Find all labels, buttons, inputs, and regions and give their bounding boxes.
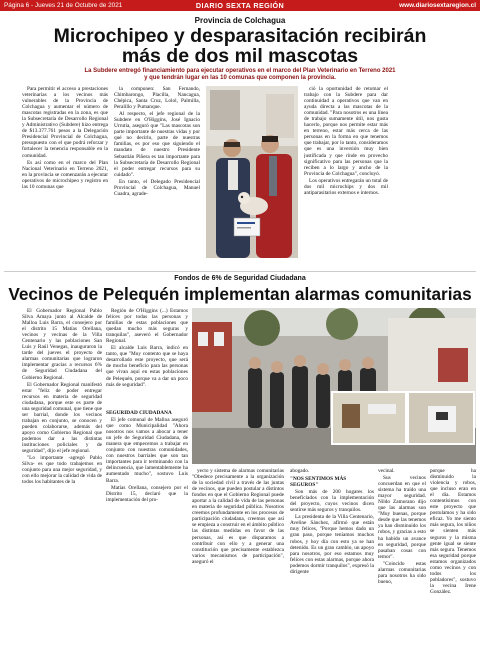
page-date-label: Página 6 - Jueves 21 de Octubre de 2021 <box>4 2 123 9</box>
article2-paragraph: yecto y sistema de alarmas comunitarias "Obedece precisamente a la organización de la sociedad civil a través de las juntas de vecinos, que pueden postular a distintos fondos en que el Gobierno Regional puede aportar a la calidad de vida de las personas en materia de seguridad pública. Nosotros creemos profundamente en los procesos de participación ciudadana, creemos que así se empieza a construir en el ámbito público las distintas medidas en favor de las personas, así es que disparamos a contribuir con ello y a generar una constitución que precisamente establezca varios mecanismos de participación", aseguró el <box>192 468 284 565</box>
article2-paragraph: Son más de 200 hogares los beneficiados con la implementación del proyecto, cuyos vecinos dicen sentirse más seguros y tranquilos. <box>290 489 374 514</box>
article1-kicker: Provincia de Colchagua <box>194 16 286 25</box>
article2-paragraph: vecinal. <box>378 468 395 474</box>
article2-column-2-bottom <box>106 408 188 664</box>
article1-paragraph: En tanto, el Delegado Presidencial Provincial de Colchagua, Manuel Cuadra, agrade- <box>114 178 200 197</box>
article2-paragraph: El jefe comunal de Malloa aseguró que como Municipalidad "Ahora nosotros nos vamos a abocar a tener un jefe de Seguridad Ciudadana, de manera que empecemos a trabajar en conjunto con nuestras comunidades, con nuestros barriales que son tan importantes para ir terminando con la delincuencia, que lamentablemente ha aumentado mucho", sostuvo Luis Barra. <box>106 417 188 484</box>
article2-column-5 <box>378 468 426 664</box>
website-label: www.diariosextaregion.cl <box>399 2 476 9</box>
article2-paragraph: abogado. <box>290 468 310 474</box>
article-divider <box>4 271 476 272</box>
article2-headline: Vecinos de Pelequén implementan alarmas comunitarias <box>8 284 472 304</box>
article1-subhead-line2: y que tendrán lugar en las 10 comunas que componen la provincia. <box>144 75 336 81</box>
article2-paragraph: Sus vecinos concuerdan en que el sistema ha traído una mayor seguridad. Nildo Zamorano dijo que las alarmas son "Muy buenas, porque desde que las tenemos ya han disminuido los robos, y gracias a esto ha habido un avance en seguridad, porque pasaban cosas con temor". <box>378 475 426 560</box>
article1-paragraph: la componen: San Fernando, Chimbarongo, Placilla, Nancagua, Chépica, Santa Cruz, Lolol, Palmilla, Peralillo y Pumanque. <box>114 86 200 111</box>
article1-paragraph: Al respecto, el jefe regional de la Subdere en O'Higgins, José Ignacio Urrutia, aseguró que "Las mascotas son parte importante de nuestras vidas y por qué no decirlo, parte de nuestras familias, es por eso que siguiendo el mandato de nuestro Presidente Sebastián Piñera es tan importante para la Subsecretaría de Desarrollo Regional el poder entregar recursos para su cuidado". <box>114 111 200 178</box>
article1-column-1 <box>22 86 108 258</box>
article2-paragraph: Región de O'Higgins (...) Estamos felices por todas las personas y familias de estas poblaciones que quedan mucho más seguras y tranquilas", aseveró el Gobernador Regional. <box>106 308 188 345</box>
article2-column-6 <box>430 468 476 664</box>
article1-photo-officials-with-pet <box>206 86 298 258</box>
article1-column-2 <box>114 86 200 258</box>
article2-paragraph: El Gobernador Regional manifestó estar "feliz de poder entregar recursos en materia de seguridad ciudadana, porque este es parte de una seguridad comunal, que tiene que ser barrial, donde los vecinos trabajan en conjunto, se conocen y pueden colaborarse, además del apoyo como Gobierno Regional que podemos dar a las distintas instituciones policiales y de seguridad", dijo el jefe regional. <box>22 381 102 455</box>
article2-paragraph: "Lo importante -agregó Pablo Silva- es que todo trabajemos en conjunto para una mejor seguridad, y con ello mejorar la calidad de vida de todos los habitantes de la <box>22 455 102 486</box>
article2-column-4 <box>290 468 374 664</box>
page-header-bar <box>0 0 480 11</box>
article2-paragraph: "Coincido estas alarmas comunitarias para nosotros ha sido bueno, <box>378 560 426 585</box>
newspaper-name: DIARIO SEXTA REGIÓN <box>195 1 285 10</box>
article2-subheading: SEGURIDAD CIUDADANA <box>106 410 172 416</box>
article2-paragraph: El alcalde Luis Barra, indicó en tanto, que "Muy contento que se haya desarrollado este proyecto, que será de mucho beneficio para las personas que vivan aquí en estas poblaciones de Pelequén, porque va a dar un poco más de seguridad". <box>106 345 188 388</box>
article1-subhead-line1: La Subdere entregó financiamiento para ejecutar operativos en el marco del Plan Veterinario en Terreno 2021 <box>84 68 396 74</box>
article2-column-2-top <box>106 308 188 402</box>
article1-paragraph: Los operativos entregarán un total de dos mil microchips y dos mil antiparasitarios externos e internos. <box>304 177 388 196</box>
article2-column-3 <box>192 468 284 664</box>
article1-paragraph: Para permitir el acceso a prestaciones veterinarias a los vecinos más vulnerables de la Provincia de Colchagua y aumentar el número de mascotas registradas en la zona, es que la Subsecretaría de Desarrollo Regional y Administrativo (Subdere) hizo entrega de $13.377.761 pesos a la Delegación Presidencial Provincial de Colchagua, presupuesto con el que podrá reforzar y fortalecer la tenencia responsable en la comunidad. <box>22 86 108 159</box>
article1-headline-line2: más de dos mil mascotas <box>121 45 359 67</box>
article2-photo-inauguration <box>192 308 476 464</box>
article2-column-1 <box>22 308 102 664</box>
article1-paragraph: ció la oportunidad de retomar el trabajo con la Subdere para dar continuidad a operativos que van en ayuda directa a las mascotas de la comunidad. "Para nosotros es una línea de trabajo sumamente útil, nos gusta hacerlo, porque nos permite estar más en terreno, estar más cerca de las personas en la forma en que tenemos que trabajar, por lo tanto, consideramos que es una inversión muy bien justificada y que rinde en provecho significativo para las personas que la reciben a lo largo y ancho de la Provincia de Colchagua", concluyó. <box>304 86 388 177</box>
article2-paragraph: La presidenta de la Villa Centenario, Aveline Sánchez, afirmó que están muy felices, "Porque hemos dado un gran paso, porque teníamos muchos robos, y hoy día con esto ya se han detenido. Es un gran cambio, un apoyo para nosotros, por eso estamos muy felices con estas alarmas, porque ahora podemos dormir tranquilos", expresó la dirigente <box>290 514 374 575</box>
article2-paragraph: Matías Orellana, consejero por el Distrito 15, declaró que la implementación del pro- <box>106 484 188 503</box>
article2-subheading: "NOS SENTIMOS MÁS SEGUROS" <box>290 476 347 489</box>
article2-paragraph: porque ha disminuido la violencia y robos, que incluso eran en el día. Estamos contentísimos con este proyecto que postulamos y ha sido eficaz. Yo me siento más segura, los niños se sienten más seguros y la misma gente igual se siente más segura. Tenemos esa seguridad porque estamos organizados como vecinos y con todos los pobladores", sostuvo la vecina Irene González. <box>430 468 476 595</box>
article2-kicker: Fondos de 6% de Seguridad Ciudadana <box>174 275 306 282</box>
article2-paragraph: El Gobernador Regional Pablo Silva Amaya junto al Alcalde de Malloa Luis Barra, el consejero por el distrito 15 Matías Orellana, vecinos y vecinas de la Villa Centenario y las poblaciones San Luis y Raúl Venegas, inauguraron la tarde del jueves el proyecto de alarmas comunitarias que lograron implementar gracias a recursos 6% de Seguridad Ciudadana del Gobierno Regional. <box>22 308 102 381</box>
article1-column-3 <box>304 86 388 258</box>
article1-headline-line1: Microchipeo y desparasitación recibirán <box>53 25 427 47</box>
article1-paragraph: Es así como en el marco del Plan Nacional Veterinario en Terreno 2021, en la provincia se comenzarán a ejecutar operativos de microchipeo y registro en las 10 comunas que <box>22 159 108 190</box>
